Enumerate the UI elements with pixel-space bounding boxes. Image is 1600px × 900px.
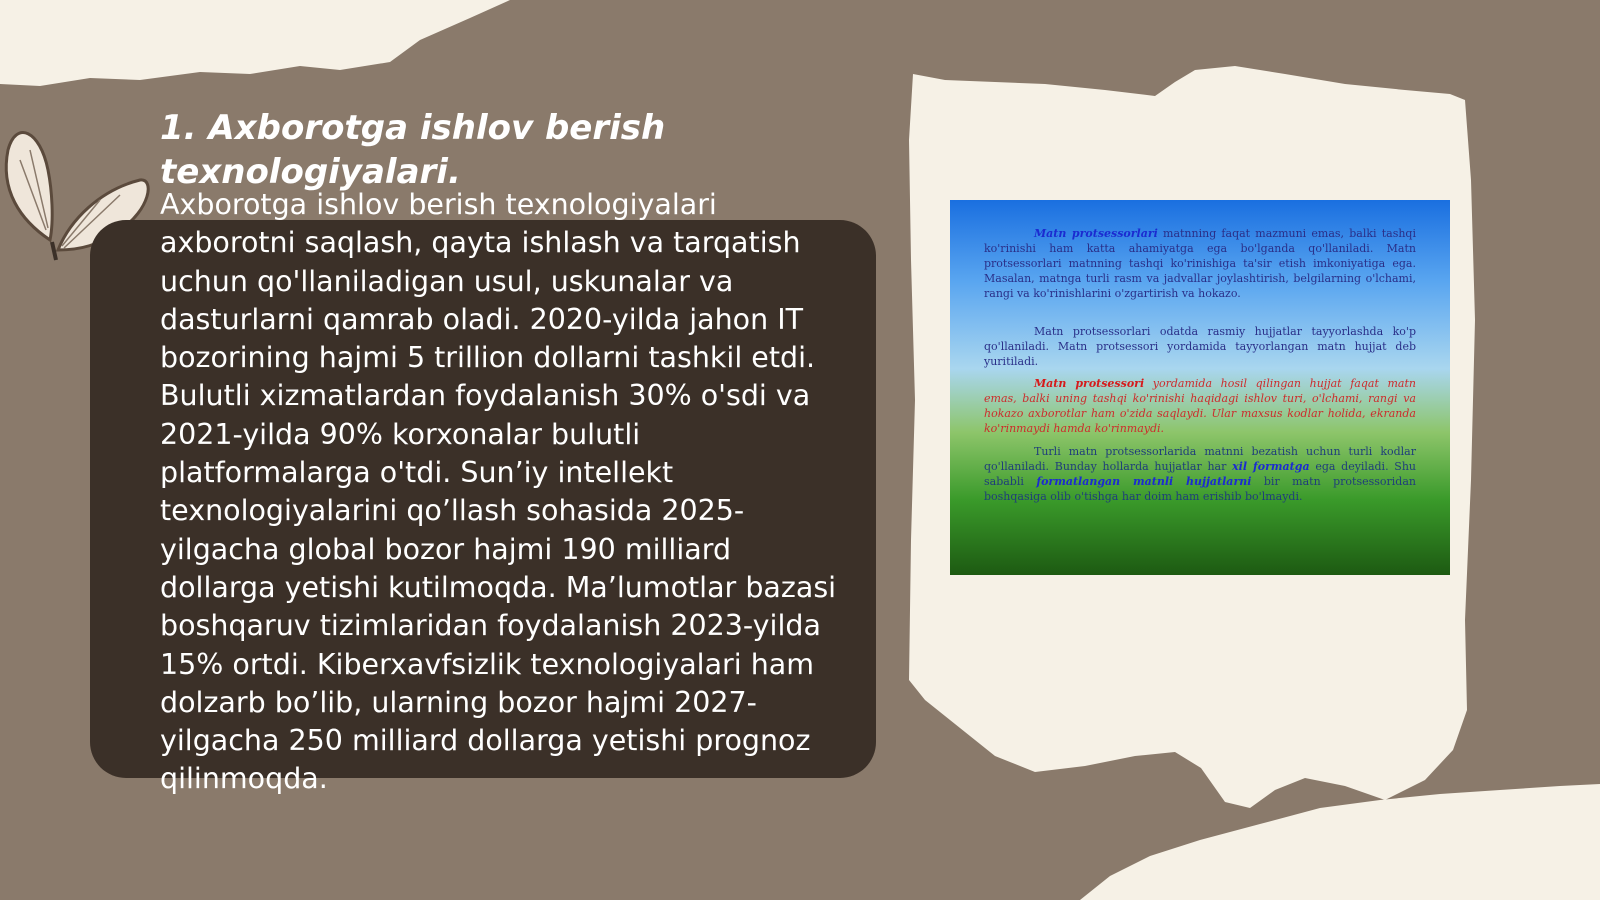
document-image	[950, 200, 1450, 575]
document-text: ega deyiladi. Shu sababli	[984, 460, 1416, 488]
document-paragraph	[984, 226, 1416, 301]
document-text: matnning faqat mazmuni emas, balki tashqi ko'rinishi ham katta ahamiyatga ega bo'lganda qo'llaniladi. Matn protsessorlari matnning tashqi ko'rinishiga ta'sir etish imkoniyatiga ega. Masalan, matnga turli rasm va jadvallar joylashtirish, belgilarning o'lchami, rangi va ko'rinishlarini o'zgartirish va hokazo.	[984, 227, 1416, 300]
document-term: Matn protsessorlari	[1034, 227, 1158, 240]
document-paragraph	[984, 444, 1416, 504]
document-paragraph: Matn protsessorlari odatda rasmiy hujjatlar tayyorlashda ko'p qo'llaniladi. Matn protsessori yordamida tayyorlangan matn hujjat deb yuritiladi.	[984, 325, 1416, 368]
slide-body-text: Axborotga ishlov berish texnologiyalari axborotni saqlash, qayta ishlash va tarqatish uchun qo'llaniladigan usul, uskunalar va dasturlarni qamrab oladi. 2020-yilda jahon IT bozorining hajmi 5 trillion dollarni tashkil etdi. Bulutli xizmatlardan foydalanish 30% o'sdi va 2021-yilda 90% korxonalar bulutli platformalarga o'tdi. Sun’iy intellekt texnologiyalarini qo’llash sohasida 2025-yilgacha global bozor hajmi 190 milliard dollarga yetishi kutilmoqda. Ma’lumotlar bazasi boshqaruv tizimlaridan foydalanish 2023-yilda 15% ortdi. Kiberxavfsizlik texnologiyalari ham dolzarb bo’lib, ularning bozor hajmi 2027-yilgacha 250 milliard dollarga yetishi prognoz qilinmoqda.	[160, 188, 837, 796]
slide-title: 1. Axborotga ishlov berish texnologiyalari.	[160, 108, 666, 192]
document-term: formatlangan matnli hujjatlarni	[1036, 475, 1252, 488]
document-text: Turli matn protsessorlarida matnni bezatish uchun turli kodlar qo'llaniladi. Bunday hollarda hujjatlar har	[984, 445, 1416, 473]
document-text: yordamida hosil qilingan hujjat faqat matn emas, balki uning tashqi ko'rinishi haqidagi ishlov turi, o'lchami, rangi va hokazo axborotlar ham o'zida saqlaydi. Ular maxsus kodlar holida, ekranda ko'rinmaydi hamda ko'rinmaydi.	[984, 377, 1416, 435]
document-paragraph	[984, 376, 1416, 436]
document-text: bir matn protsessoridan boshqasiga olib o'tishga har doim ham erishib bo'lmaydi.	[984, 475, 1416, 503]
document-term: xil formatga	[1232, 460, 1310, 473]
document-term: Matn protsessori	[1034, 377, 1145, 390]
